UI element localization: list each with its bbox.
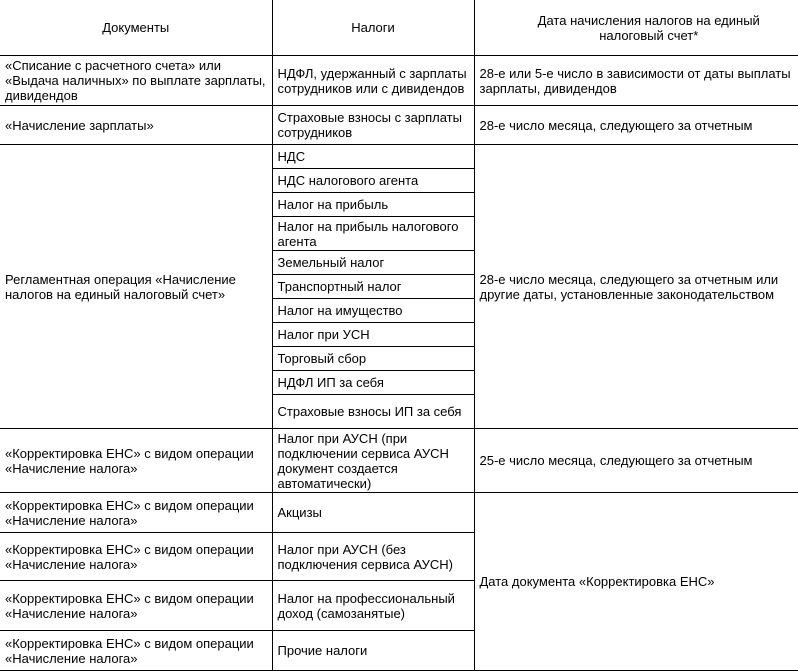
header-row [0, 0, 798, 56]
tax-text: Налог при АУСН (при подключении сервиса АУСН документ создается автоматически) [277, 430, 449, 491]
document-cell [0, 533, 272, 581]
tax-cell [272, 581, 474, 631]
tax-cell [272, 193, 474, 217]
table-row [0, 106, 798, 145]
date-cell [474, 145, 798, 429]
tax-text: Земельный налог [277, 255, 385, 270]
date-cell [474, 493, 798, 671]
date-cell [474, 106, 798, 145]
header-accrual-date-label: Дата начисления налогов на единый налоговый счет* [537, 12, 760, 43]
tax-text: НДС налогового агента [277, 173, 419, 188]
header-documents [0, 0, 272, 56]
tax-cell [272, 371, 474, 395]
tax-text: Акцизы [277, 505, 322, 520]
table-row [0, 493, 798, 533]
header-accrual-date [474, 0, 798, 56]
tax-text: Страховые взносы с зарплаты сотрудников [277, 110, 462, 140]
document-cell [0, 106, 272, 145]
document-text: «Корректировка ЕНС» с видом операции «Начисление налога» [5, 635, 254, 666]
date-text: 28-е или 5-е число в зависимости от даты выплаты зарплаты, дивидендов [479, 65, 791, 96]
tax-text: Торговый сбор [277, 351, 367, 366]
tax-cell [272, 106, 474, 145]
date-text: 25-е число месяца, следующего за отчетным [479, 453, 753, 468]
tax-text: Налог на профессиональный доход (самозанятые) [277, 590, 455, 621]
tax-cell [272, 347, 474, 371]
header-documents-label: Документы [102, 20, 170, 35]
document-cell [0, 56, 272, 106]
tax-text: Налог на имущество [277, 303, 403, 318]
document-cell [0, 631, 272, 671]
tax-text: НДФЛ, удержанный с зарплаты сотрудников или с дивидендов [277, 65, 467, 96]
tax-cell [272, 299, 474, 323]
document-text: «Списание с расчетного счета» или «Выдача наличных» по выплате зарплаты, дивидендов [5, 58, 266, 103]
document-cell [0, 493, 272, 533]
document-text: «Корректировка ЕНС» с видом операции «Начисление налога» [5, 590, 254, 621]
document-cell [0, 429, 272, 493]
tax-cell [272, 275, 474, 299]
document-text: Регламентная операция «Начисление налогов на единый налоговый счет» [5, 271, 236, 302]
tax-text: Транспортный налог [277, 279, 402, 294]
tax-text: Налог при УСН [277, 327, 370, 342]
tax-cell [272, 217, 474, 251]
document-cell [0, 145, 272, 429]
document-text: «Начисление зарплаты» [5, 117, 154, 133]
tax-text: Налог на прибыль [277, 197, 389, 212]
document-text: «Корректировка ЕНС» с видом операции «Начисление налога» [5, 541, 254, 572]
header-taxes [272, 0, 474, 56]
tax-cell [272, 493, 474, 533]
tax-cell [272, 251, 474, 275]
tax-text: НДФЛ ИП за себя [277, 375, 384, 390]
date-text: Дата документа «Корректировка ЕНС» [479, 574, 715, 589]
header-taxes-label: Налоги [351, 20, 395, 35]
table-row [0, 56, 798, 106]
tax-text: Прочие налоги [277, 643, 368, 658]
date-text: 28-е число месяца, следующего за отчетным [479, 117, 753, 133]
tax-cell [272, 323, 474, 347]
date-cell [474, 56, 798, 106]
tax-cell [272, 429, 474, 493]
document-text: «Корректировка ЕНС» с видом операции «Начисление налога» [5, 445, 254, 476]
document-cell [0, 581, 272, 631]
tax-cell [272, 169, 474, 193]
tax-cell [272, 145, 474, 169]
tax-cell [272, 631, 474, 671]
tax-text: Страховые взносы ИП за себя [277, 404, 462, 419]
tax-cell [272, 395, 474, 429]
tax-text: Налог при АУСН (без подключения сервиса АУСН) [277, 541, 453, 572]
table-row [0, 145, 798, 169]
tax-text: Налог на прибыль налогового агента [277, 218, 459, 249]
tax-text: НДС [277, 149, 306, 164]
date-cell [474, 429, 798, 493]
tax-cell [272, 56, 474, 106]
date-text: 28-е число месяца, следующего за отчетным или другие даты, установленные законодательством [479, 271, 779, 302]
document-text: «Корректировка ЕНС» с видом операции «Начисление налога» [5, 497, 254, 528]
table-row [0, 429, 798, 493]
tax-cell [272, 533, 474, 581]
